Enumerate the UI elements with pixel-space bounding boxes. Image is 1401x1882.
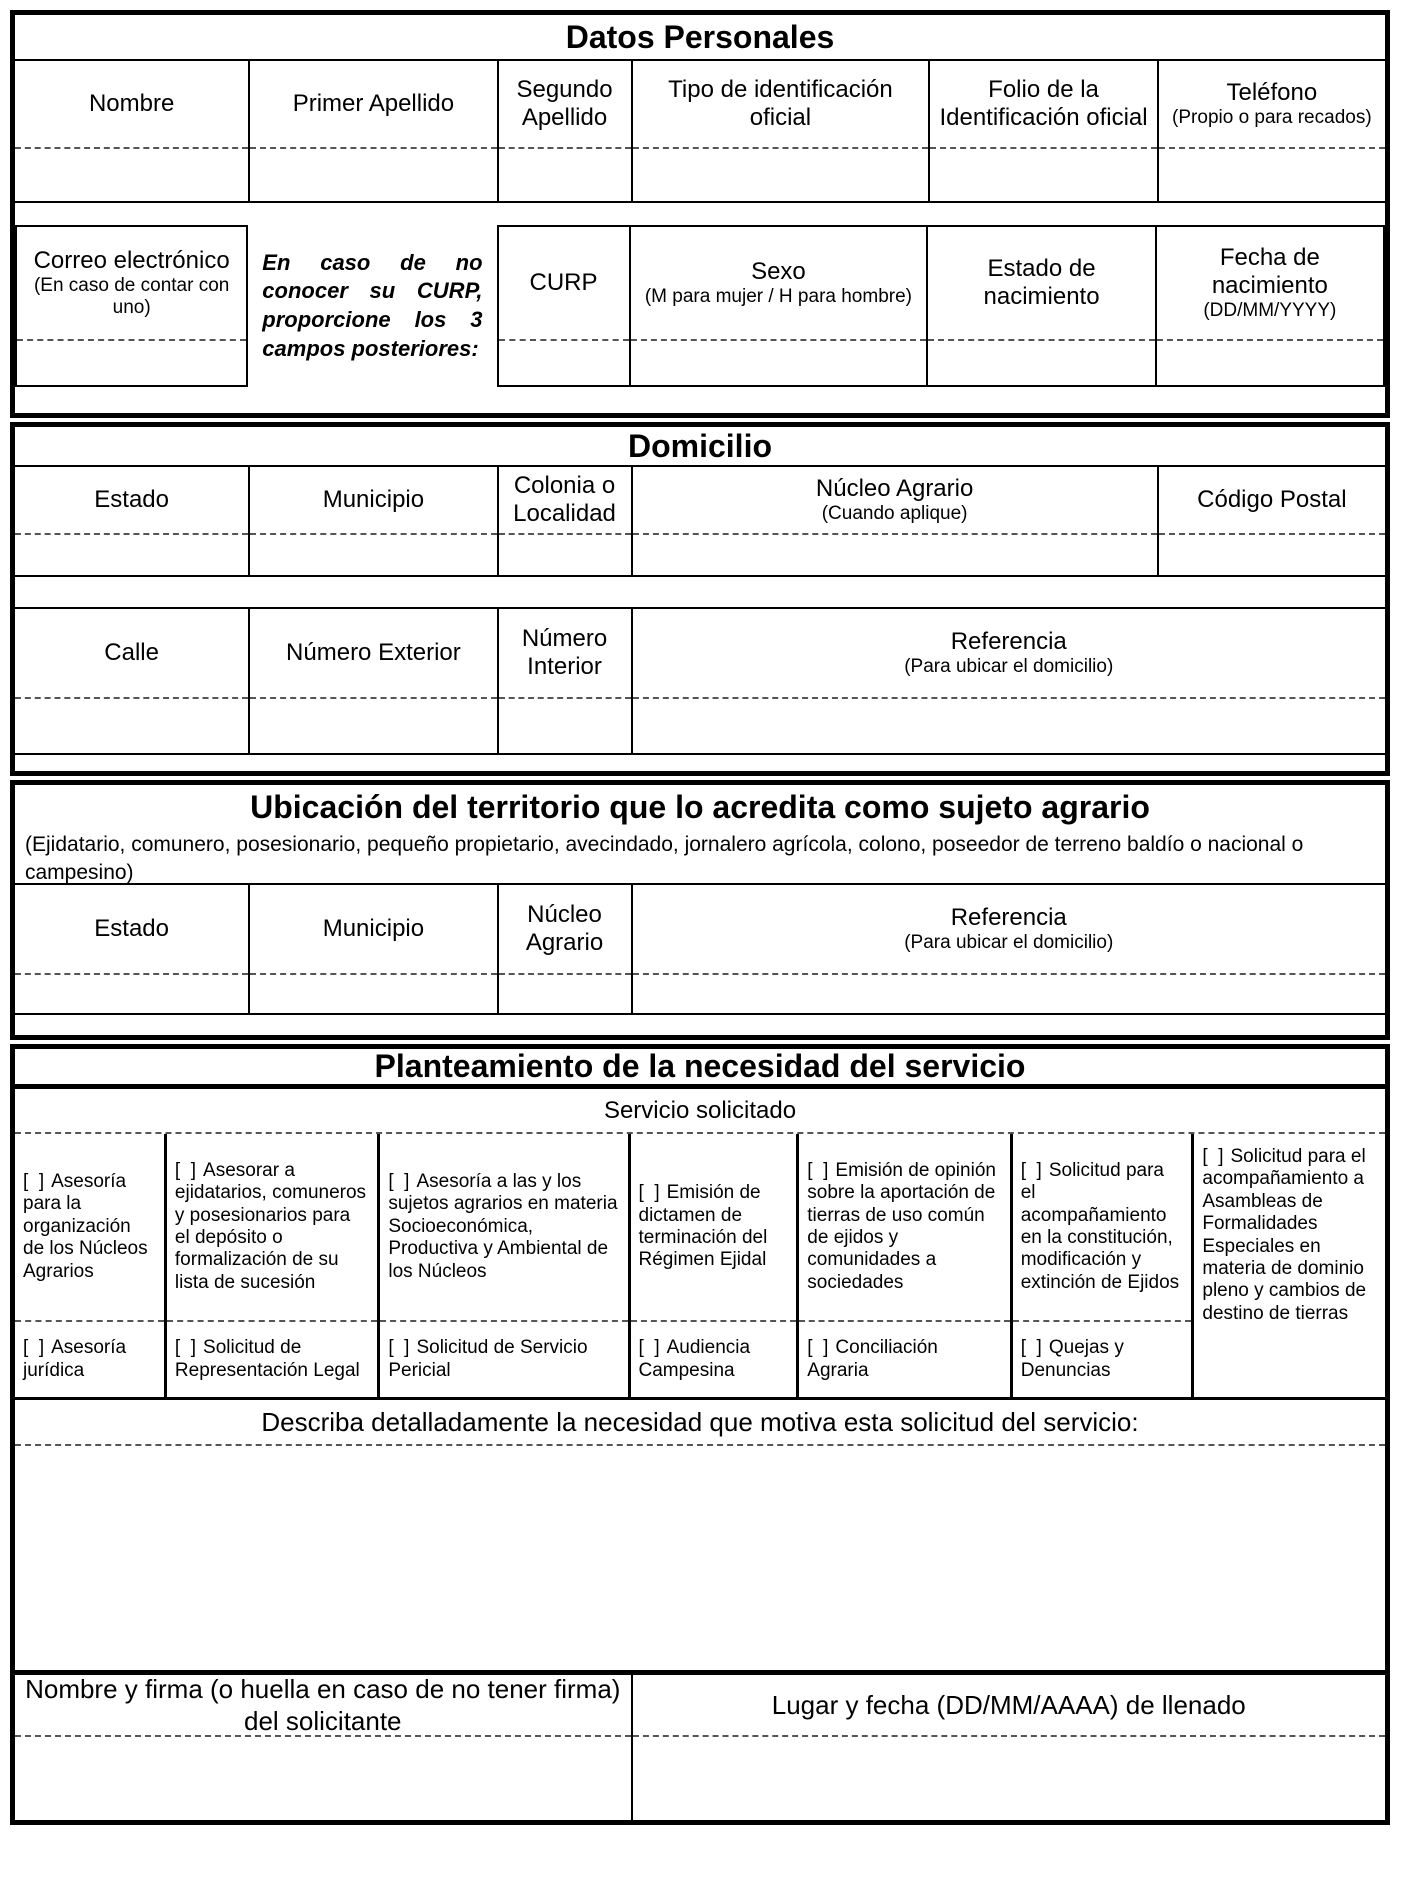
checkbox[interactable]: [ ] — [23, 1337, 45, 1359]
field-calle — [15, 609, 248, 753]
service-option-label: Asesoría para la organización de los Núcleos Agrarios — [23, 1170, 148, 1282]
nombre-label-text: Nombre — [88, 89, 175, 117]
curp-label-text: CURP — [529, 268, 598, 296]
planteamiento-title: Planteamiento de la necesidad del servicio — [15, 1049, 1385, 1089]
field-territorio-estado — [15, 885, 248, 1013]
folio-identificacion-label-text: Folio de la Identificación oficial — [939, 75, 1148, 131]
checkbox[interactable]: [ ] — [174, 1159, 197, 1181]
field-estado — [15, 467, 248, 575]
option-constitucion-ejidos[interactable] — [1013, 1134, 1192, 1322]
field-tipo-identificacion — [631, 61, 929, 201]
nucleo-agrario-input[interactable] — [633, 533, 1157, 575]
domicilio-row-1 — [15, 467, 1385, 577]
service-option-label: Solicitud para el acompañamiento a Asambleas de Formalidades Especiales en materia de dominio pleno y cambios de destino de tierras — [1202, 1146, 1367, 1324]
checkbox[interactable]: [ ] — [23, 1170, 45, 1192]
option-servicio-pericial[interactable] — [380, 1322, 627, 1397]
service-option-label: Solicitud para el acompañamiento en la constitución, modificación y extinción de Ejidos — [1020, 1159, 1180, 1293]
service-option-column — [15, 1134, 164, 1397]
field-fecha-nacimiento — [1157, 225, 1385, 387]
option-conciliacion-agraria[interactable] — [799, 1322, 1009, 1397]
row-spacer — [15, 387, 1385, 413]
option-asesoria-organizacion[interactable] — [15, 1134, 164, 1322]
territorio-municipio-label-text: Municipio — [322, 914, 425, 942]
municipio-input[interactable] — [250, 533, 496, 575]
territorio-referencia-input[interactable] — [633, 973, 1385, 1013]
field-municipio — [248, 467, 496, 575]
service-option-label: Emisión de opinión sobre la aportación de tierras de uso común de ejidos y comunidades a sociedades — [807, 1159, 996, 1293]
checkbox[interactable]: [ ] — [1202, 1146, 1224, 1167]
field-numero-exterior — [248, 609, 496, 753]
sexo-note: (M para mujer / H para hombre) — [644, 286, 912, 308]
telefono-label — [1159, 61, 1385, 147]
numero-interior-label-text: Número Interior — [521, 624, 608, 680]
calle-label-text: Calle — [104, 638, 159, 666]
option-representacion-legal[interactable] — [167, 1322, 377, 1397]
service-option-column — [628, 1134, 797, 1397]
estado-nacimiento-label — [928, 227, 1154, 339]
domicilio-row-2 — [15, 607, 1385, 755]
nombre-firma-label-text: Nombre y firma (o huella en caso de no tener firma) del solicitante — [25, 1673, 621, 1736]
estado-nacimiento-label-text: Estado de nacimiento — [983, 254, 1100, 310]
codigo-postal-input[interactable] — [1159, 533, 1385, 575]
personal-row-2 — [15, 225, 1385, 387]
colonia-label-text: Colonia o Localidad — [513, 471, 616, 527]
ubicacion-subtitle: (Ejidatario, comunero, posesionario, pequeño propietario, avecindado, jornalero agrícola, colono, poseedor de terreno baldío o nacional o campesino) — [25, 833, 1304, 884]
service-option-label: Emisión de dictamen de terminación del Régimen Ejidal — [638, 1182, 768, 1271]
service-option-label: Asesorar a ejidatarios, comuneros y posesionarios para el depósito o formalización de su lista de sucesión — [174, 1159, 367, 1293]
tipo-identificacion-input[interactable] — [633, 147, 929, 201]
checkbox[interactable]: [ ] — [807, 1159, 829, 1181]
section-ubicacion-territorio — [10, 780, 1390, 1040]
field-telefono — [1157, 61, 1385, 201]
domicilio-title: Domicilio — [15, 427, 1385, 467]
option-asambleas-formalidades[interactable] — [1194, 1134, 1385, 1397]
service-option-label: Quejas y Denuncias — [1020, 1337, 1124, 1381]
section-domicilio — [10, 422, 1390, 776]
telefono-label-text: Teléfono — [1226, 78, 1318, 106]
field-territorio-nucleo — [497, 885, 631, 1013]
checkbox[interactable]: [ ] — [638, 1337, 660, 1359]
correo-label-text: Correo electrónico — [33, 247, 230, 274]
field-lugar-fecha — [631, 1675, 1385, 1820]
curp-input[interactable] — [499, 339, 629, 385]
codigo-postal-label-text: Código Postal — [1197, 485, 1347, 513]
field-primer-apellido — [248, 61, 496, 201]
territorio-estado-label — [15, 885, 248, 973]
municipio-label — [250, 467, 496, 533]
territorio-referencia-label — [633, 885, 1385, 973]
territorio-estado-input[interactable] — [15, 973, 248, 1013]
correo-note: (En caso de contar con uno) — [33, 275, 230, 319]
segundo-apellido-label-text: Segundo Apellido — [516, 75, 613, 131]
referencia-label-text: Referencia — [950, 627, 1067, 655]
field-estado-nacimiento — [928, 225, 1156, 387]
option-quejas-denuncias[interactable] — [1013, 1322, 1192, 1397]
field-colonia — [497, 467, 631, 575]
ubicacion-row — [15, 883, 1385, 1015]
primer-apellido-input[interactable] — [250, 147, 496, 201]
colonia-input[interactable] — [499, 533, 631, 575]
tipo-identificacion-label-text: Tipo de identificación oficial — [668, 75, 893, 131]
field-nombre-firma — [15, 1675, 631, 1820]
service-option-column — [1191, 1134, 1385, 1397]
field-territorio-municipio — [248, 885, 496, 1013]
folio-identificacion-input[interactable] — [930, 147, 1156, 201]
option-asesoria-juridica[interactable] — [15, 1322, 164, 1397]
municipio-label-text: Municipio — [322, 485, 425, 513]
telefono-note: (Propio o para recados) — [1172, 107, 1372, 129]
numero-interior-label — [499, 609, 631, 697]
tipo-identificacion-label — [633, 61, 929, 147]
checkbox[interactable]: [ ] — [1020, 1159, 1042, 1181]
service-option-label: Audiencia Campesina — [638, 1337, 751, 1381]
referencia-input[interactable] — [633, 697, 1385, 753]
segundo-apellido-input[interactable] — [499, 147, 631, 201]
territorio-municipio-label — [250, 885, 496, 973]
lugar-fecha-label — [633, 1675, 1385, 1735]
field-numero-interior — [497, 609, 631, 753]
curp-instruction: En caso de no conocer su CURP, proporcione los 3 campos posteriores: — [262, 249, 483, 361]
checkbox[interactable]: [ ] — [638, 1182, 660, 1204]
row-spacer — [15, 1015, 1385, 1035]
field-nombre — [15, 61, 248, 201]
numero-exterior-input[interactable] — [250, 697, 496, 753]
sexo-input[interactable] — [631, 339, 927, 385]
lugar-fecha-input[interactable] — [633, 1735, 1385, 1820]
calle-label — [15, 609, 248, 697]
checkbox[interactable]: [ ] — [388, 1170, 410, 1192]
service-option-column — [164, 1134, 377, 1397]
service-option-label: Asesoría jurídica — [23, 1337, 127, 1381]
field-codigo-postal — [1157, 467, 1385, 575]
row-spacer — [15, 755, 1385, 771]
checkbox[interactable]: [ ] — [807, 1337, 829, 1359]
sexo-label — [631, 227, 927, 339]
fecha-nacimiento-label — [1157, 227, 1383, 339]
option-asesorar-sucesion[interactable] — [167, 1134, 377, 1322]
row-spacer — [15, 577, 1385, 607]
service-option-column — [796, 1134, 1009, 1397]
option-dictamen-regimen-ejidal[interactable] — [631, 1134, 797, 1322]
field-sexo — [631, 225, 929, 387]
telefono-input[interactable] — [1159, 147, 1385, 201]
folio-identificacion-label — [930, 61, 1156, 147]
segundo-apellido-label — [499, 61, 631, 147]
service-options-grid — [15, 1134, 1385, 1400]
checkbox[interactable]: [ ] — [174, 1337, 197, 1359]
correo-input[interactable] — [17, 339, 246, 385]
territorio-nucleo-label-text: Núcleo Agrario — [525, 900, 604, 956]
referencia-note: (Para ubicar el domicilio) — [904, 656, 1114, 678]
referencia-label — [633, 609, 1385, 697]
numero-exterior-label — [250, 609, 496, 697]
section-planteamiento — [10, 1044, 1390, 1825]
field-territorio-referencia — [631, 885, 1385, 1013]
territorio-nucleo-input[interactable] — [499, 973, 631, 1013]
territorio-municipio-input[interactable] — [250, 973, 496, 1013]
service-description-area[interactable] — [15, 1446, 1385, 1670]
numero-exterior-label-text: Número Exterior — [286, 638, 461, 666]
describe-need-label: Describa detalladamente la necesidad que motiva esta solicitud del servicio: — [15, 1400, 1385, 1446]
field-referencia — [631, 609, 1385, 753]
field-curp — [497, 225, 631, 387]
service-option-label: Solicitud de Representación Legal — [174, 1337, 360, 1381]
signature-row — [15, 1670, 1385, 1820]
checkbox[interactable]: [ ] — [1020, 1337, 1042, 1359]
numero-interior-input[interactable] — [499, 697, 631, 753]
servicio-solicitado-header: Servicio solicitado — [15, 1089, 1385, 1134]
codigo-postal-label — [1159, 467, 1385, 533]
nombre-label — [15, 61, 248, 147]
nombre-firma-input[interactable] — [15, 1735, 631, 1820]
territorio-referencia-label-text: Referencia — [950, 903, 1067, 931]
row-spacer — [15, 203, 1385, 225]
colonia-label — [499, 467, 631, 533]
field-correo-electronico — [15, 225, 248, 387]
service-option-column — [1010, 1134, 1192, 1397]
curp-label — [499, 227, 629, 339]
calle-input[interactable] — [15, 697, 248, 753]
checkbox[interactable]: [ ] — [388, 1337, 410, 1359]
option-asesoria-socioeconomica[interactable] — [380, 1134, 627, 1322]
estado-label-text: Estado — [94, 485, 169, 513]
service-option-label: Conciliación Agraria — [807, 1337, 938, 1381]
nucleo-agrario-label — [633, 467, 1157, 533]
service-option-label: Solicitud de Servicio Pericial — [388, 1337, 588, 1381]
nombre-input[interactable] — [15, 147, 248, 201]
correo-label — [17, 227, 246, 339]
territorio-estado-label-text: Estado — [94, 914, 169, 942]
option-opinion-aportacion-tierras[interactable] — [799, 1134, 1009, 1322]
estado-nacimiento-input[interactable] — [928, 339, 1154, 385]
field-segundo-apellido — [497, 61, 631, 201]
primer-apellido-label — [250, 61, 496, 147]
nucleo-agrario-label-text: Núcleo Agrario — [815, 474, 974, 502]
service-option-column — [377, 1134, 627, 1397]
fecha-nacimiento-label-text: Fecha de nacimiento — [1211, 243, 1328, 300]
datos-personales-title: Datos Personales — [15, 15, 1385, 61]
primer-apellido-label-text: Primer Apellido — [292, 89, 455, 117]
ubicacion-title: Ubicación del territorio que lo acredita como sujeto agrario — [250, 788, 1150, 825]
service-option-label: Asesoría a las y los sujetos agrarios en materia Socioeconómica, Productiva y Ambiental de los Núcleos — [388, 1170, 618, 1282]
sexo-label-text: Sexo — [751, 257, 806, 285]
personal-row-1 — [15, 61, 1385, 203]
territorio-referencia-note: (Para ubicar el domicilio) — [904, 932, 1114, 954]
fecha-nacimiento-note: (DD/MM/YYYY) — [1203, 300, 1337, 322]
nombre-firma-label — [15, 1675, 631, 1735]
estado-label — [15, 467, 248, 533]
lugar-fecha-label-text: Lugar y fecha (DD/MM/AAAA) de llenado — [771, 1689, 1246, 1720]
agrarian-service-request-form — [10, 10, 1390, 1825]
fecha-nacimiento-input[interactable] — [1157, 339, 1383, 385]
estado-input[interactable] — [15, 533, 248, 575]
option-audiencia-campesina[interactable] — [631, 1322, 797, 1397]
section-datos-personales — [10, 10, 1390, 418]
field-folio-identificacion — [928, 61, 1156, 201]
field-nucleo-agrario — [631, 467, 1157, 575]
territorio-nucleo-label — [499, 885, 631, 973]
nucleo-agrario-note: (Cuando aplique) — [821, 503, 968, 525]
